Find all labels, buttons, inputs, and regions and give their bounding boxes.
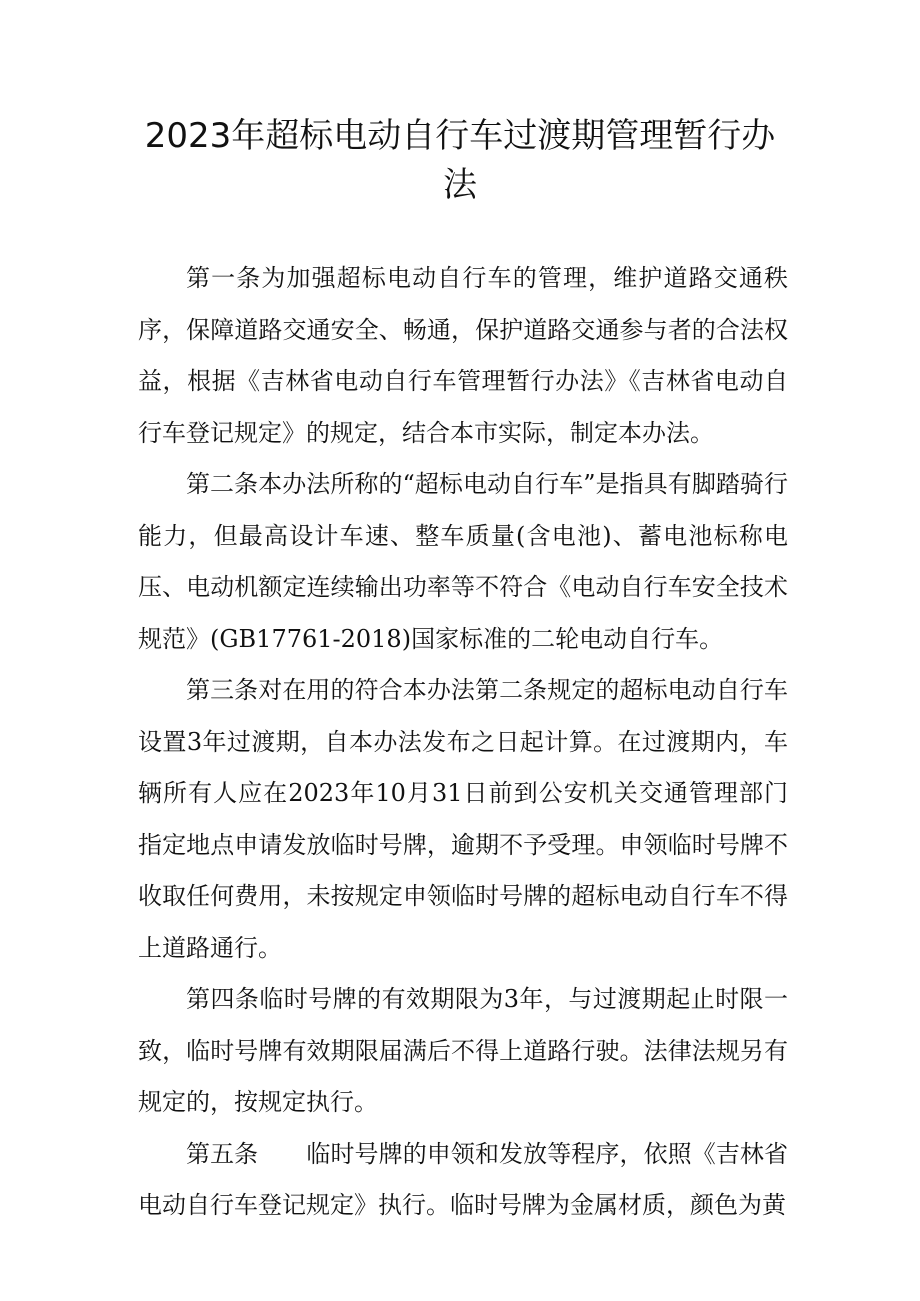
article-5-paragraph (138, 1129, 788, 1232)
article-5-label: 第五条 (186, 1139, 259, 1168)
article-1-paragraph: 第一条为加强超标电动自行车的管理，维护道路交通秩序，保障道路交通安全、畅通，保护道路交通参与者的合法权益，根据《吉林省电动自行车管理暂行办法》《吉林省电动自行车登记规定》的规定，结合本市实际，制定本办法。 (138, 264, 788, 447)
document-title: 2023年超标电动自行车过渡期管理暂行办法 (144, 116, 776, 205)
article-3-paragraph: 第三条对在用的符合本办法第二条规定的超标电动自行车设置3年过渡期，自本办法发布之日起计算。在过渡期内，车辆所有人应在2023年10月31日前到公安机关交通管理部门指定地点申请发放临时号牌，逾期不予受理。申领临时号牌不收取任何费用，未按规定申领临时号牌的超标电动自行车不得上道路通行。 (138, 676, 788, 962)
article-4-paragraph: 第四条临时号牌的有效期限为3年，与过渡期起止时限一致，临时号牌有效期限届满后不得上道路行驶。法律法规另有规定的，按规定执行。 (138, 985, 788, 1116)
article-5-text: 临时号牌的申领和发放等程序，依照《吉林省电动自行车登记规定》执行。临时号牌为金属材质，颜色为黄 (138, 1139, 789, 1219)
article-2-paragraph: 第二条本办法所称的“超标电动自行车”是指具有脚踏骑行能力，但最高设计车速、整车质量(含电池)、蓄电池标称电压、电动机额定连续输出功率等不符合《电动自行车安全技术规范》(GB17761-2018)国家标准的二轮电动自行车。 (138, 470, 788, 653)
document-body (138, 253, 788, 1232)
